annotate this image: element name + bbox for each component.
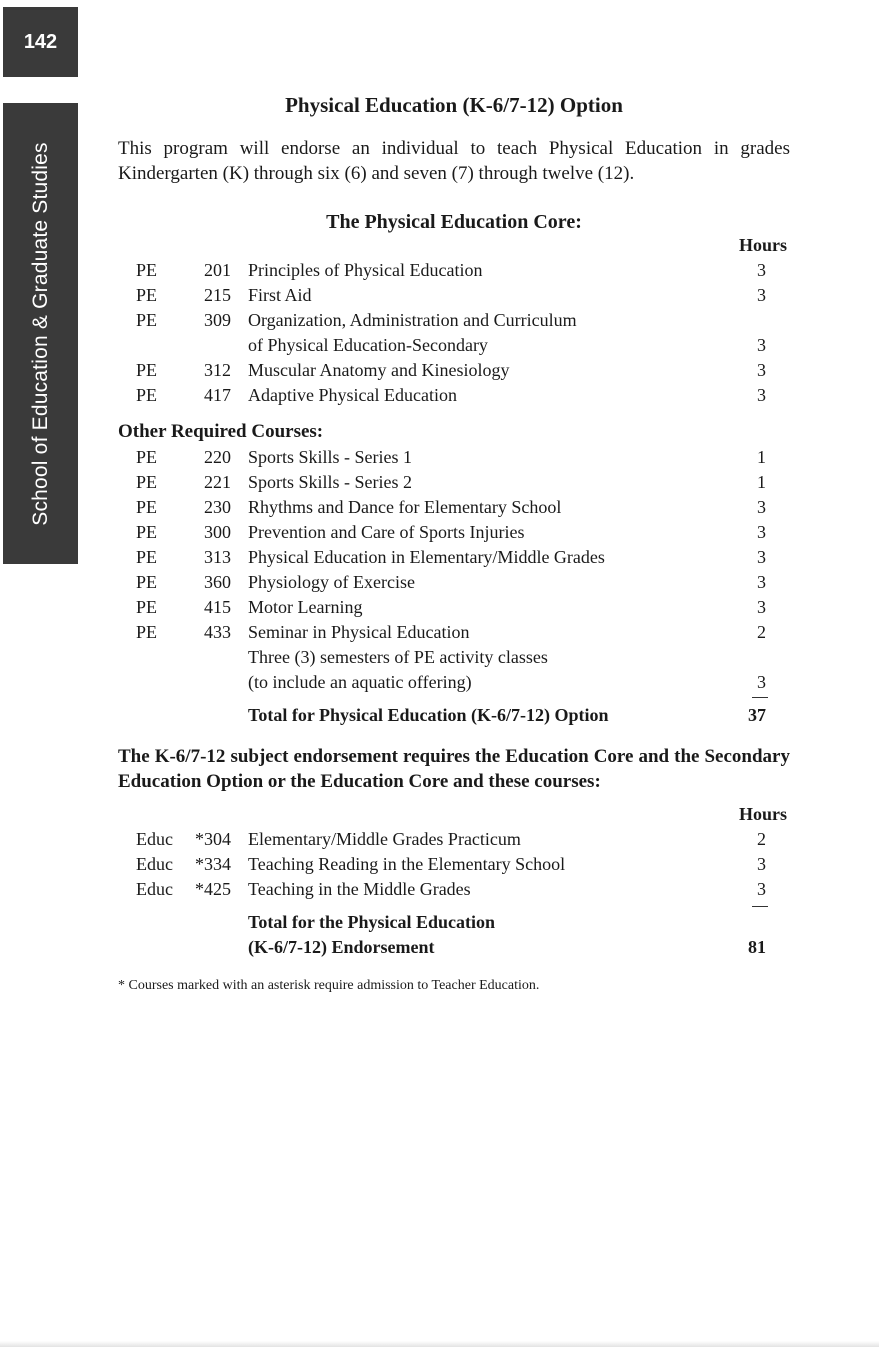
course-dept: PE bbox=[136, 522, 158, 542]
course-row bbox=[0, 470, 879, 495]
endorsement-total-label: Total for the Physical Education bbox=[248, 912, 496, 932]
course-title: First Aid bbox=[248, 285, 312, 305]
course-dept: PE bbox=[136, 260, 158, 280]
course-hours: 3 bbox=[757, 335, 766, 355]
course-row bbox=[0, 520, 879, 545]
option-total-hours: 37 bbox=[748, 705, 766, 725]
course-row-continued bbox=[0, 333, 879, 358]
course-number: 221 bbox=[204, 472, 231, 492]
course-hours: 2 bbox=[757, 829, 766, 849]
course-number: 433 bbox=[204, 622, 231, 642]
course-number: *304 bbox=[195, 829, 231, 849]
intro-paragraph: This program will endorse an individual to teach Physical Education in grades Kindergarten (K) through six (6) and seven (7) through twelve (12). bbox=[118, 138, 790, 184]
endorsement-total-row-continued bbox=[0, 935, 879, 960]
course-title-continued: of Physical Education-Secondary bbox=[248, 335, 488, 355]
course-title: Elementary/Middle Grades Practicum bbox=[248, 829, 521, 849]
course-hours: 3 bbox=[757, 547, 766, 567]
course-dept: PE bbox=[136, 472, 158, 492]
endorsement-hours-header: Hours bbox=[738, 804, 787, 824]
course-row bbox=[0, 308, 879, 333]
course-dept: PE bbox=[136, 360, 158, 380]
course-dept: Educ bbox=[136, 829, 173, 849]
option-total-row bbox=[0, 703, 879, 728]
course-dept: PE bbox=[136, 572, 158, 592]
course-title: Muscular Anatomy and Kinesiology bbox=[248, 360, 510, 380]
option-total-label: Total for Physical Education (K-6/7-12) Option bbox=[248, 705, 609, 725]
course-dept: PE bbox=[136, 310, 158, 330]
activity-row-continued bbox=[0, 670, 879, 695]
endorsement-paragraph: The K-6/7-12 subject endorsement requires the Education Core and the Secondary Education Option or the Education Core and these courses: bbox=[118, 746, 790, 792]
course-row bbox=[0, 852, 879, 877]
course-hours: 3 bbox=[757, 260, 766, 280]
course-row bbox=[0, 283, 879, 308]
course-hours: 1 bbox=[757, 447, 766, 467]
course-number: 300 bbox=[204, 522, 231, 542]
course-title: Teaching Reading in the Elementary School bbox=[248, 854, 566, 874]
page-number: 142 bbox=[23, 30, 58, 53]
course-hours: 2 bbox=[757, 622, 766, 642]
course-row bbox=[0, 358, 879, 383]
course-dept: Educ bbox=[136, 854, 173, 874]
core-hours-header: Hours bbox=[738, 235, 787, 255]
course-number: 309 bbox=[204, 310, 231, 330]
course-dept: PE bbox=[136, 385, 158, 405]
activity-row bbox=[0, 645, 879, 670]
course-hours: 3 bbox=[757, 879, 766, 899]
course-title: Sports Skills - Series 2 bbox=[248, 472, 413, 492]
course-number: 313 bbox=[204, 547, 231, 567]
course-title: Principles of Physical Education bbox=[248, 260, 483, 280]
other-courses-heading: Other Required Courses: bbox=[118, 421, 324, 442]
course-row bbox=[0, 827, 879, 852]
course-number: *334 bbox=[195, 854, 231, 874]
course-dept: PE bbox=[136, 547, 158, 567]
course-dept: PE bbox=[136, 622, 158, 642]
course-row bbox=[0, 570, 879, 595]
scan-edge bbox=[0, 1341, 879, 1347]
core-heading: The Physical Education Core: bbox=[326, 211, 582, 233]
course-hours: 3 bbox=[757, 497, 766, 517]
course-title: Physical Education in Elementary/Middle Grades bbox=[248, 547, 605, 567]
footnote: * Courses marked with an asterisk require admission to Teacher Education. bbox=[118, 978, 540, 993]
course-dept: Educ bbox=[136, 879, 173, 899]
sum-rule bbox=[752, 906, 768, 907]
course-dept: PE bbox=[136, 447, 158, 467]
course-hours: 1 bbox=[757, 472, 766, 492]
activity-text-continued: (to include an aquatic offering) bbox=[248, 672, 472, 692]
activity-text: Three (3) semesters of PE activity classes bbox=[248, 647, 548, 667]
course-number: 220 bbox=[204, 447, 231, 467]
course-hours: 3 bbox=[757, 285, 766, 305]
course-hours: 3 bbox=[757, 360, 766, 380]
course-row bbox=[0, 445, 879, 470]
course-title: Prevention and Care of Sports Injuries bbox=[248, 522, 525, 542]
endorsement-total-label-continued: (K-6/7-12) Endorsement bbox=[248, 937, 435, 957]
course-title: Sports Skills - Series 1 bbox=[248, 447, 413, 467]
course-row bbox=[0, 595, 879, 620]
course-title: Motor Learning bbox=[248, 597, 363, 617]
course-hours: 3 bbox=[757, 597, 766, 617]
course-dept: PE bbox=[136, 597, 158, 617]
course-row bbox=[0, 383, 879, 408]
course-title: Organization, Administration and Curriculum bbox=[248, 310, 577, 330]
course-title: Teaching in the Middle Grades bbox=[248, 879, 471, 899]
course-row bbox=[0, 258, 879, 283]
course-title: Adaptive Physical Education bbox=[248, 385, 457, 405]
course-hours: 3 bbox=[757, 572, 766, 592]
section-side-tab-label: School of Education & Graduate Studies bbox=[28, 141, 52, 526]
course-title: Physiology of Exercise bbox=[248, 572, 415, 592]
course-hours: 3 bbox=[757, 672, 766, 692]
course-number: 215 bbox=[204, 285, 231, 305]
sum-rule bbox=[752, 697, 768, 698]
course-number: 417 bbox=[204, 385, 231, 405]
course-dept: PE bbox=[136, 497, 158, 517]
endorsement-total-row bbox=[0, 910, 879, 935]
course-dept: PE bbox=[136, 285, 158, 305]
course-row bbox=[0, 620, 879, 645]
course-row bbox=[0, 877, 879, 902]
page-number-tab bbox=[3, 7, 78, 77]
course-hours: 3 bbox=[757, 385, 766, 405]
course-number: *425 bbox=[195, 879, 231, 899]
course-title: Rhythms and Dance for Elementary School bbox=[248, 497, 562, 517]
course-hours: 3 bbox=[757, 522, 766, 542]
course-number: 360 bbox=[204, 572, 231, 592]
course-row bbox=[0, 495, 879, 520]
course-number: 415 bbox=[204, 597, 231, 617]
course-number: 312 bbox=[204, 360, 231, 380]
page-title: Physical Education (K-6/7-12) Option bbox=[285, 93, 623, 117]
course-hours: 3 bbox=[757, 854, 766, 874]
course-row bbox=[0, 545, 879, 570]
course-number: 201 bbox=[204, 260, 231, 280]
course-number: 230 bbox=[204, 497, 231, 517]
course-title: Seminar in Physical Education bbox=[248, 622, 470, 642]
endorsement-total-hours: 81 bbox=[748, 937, 766, 957]
